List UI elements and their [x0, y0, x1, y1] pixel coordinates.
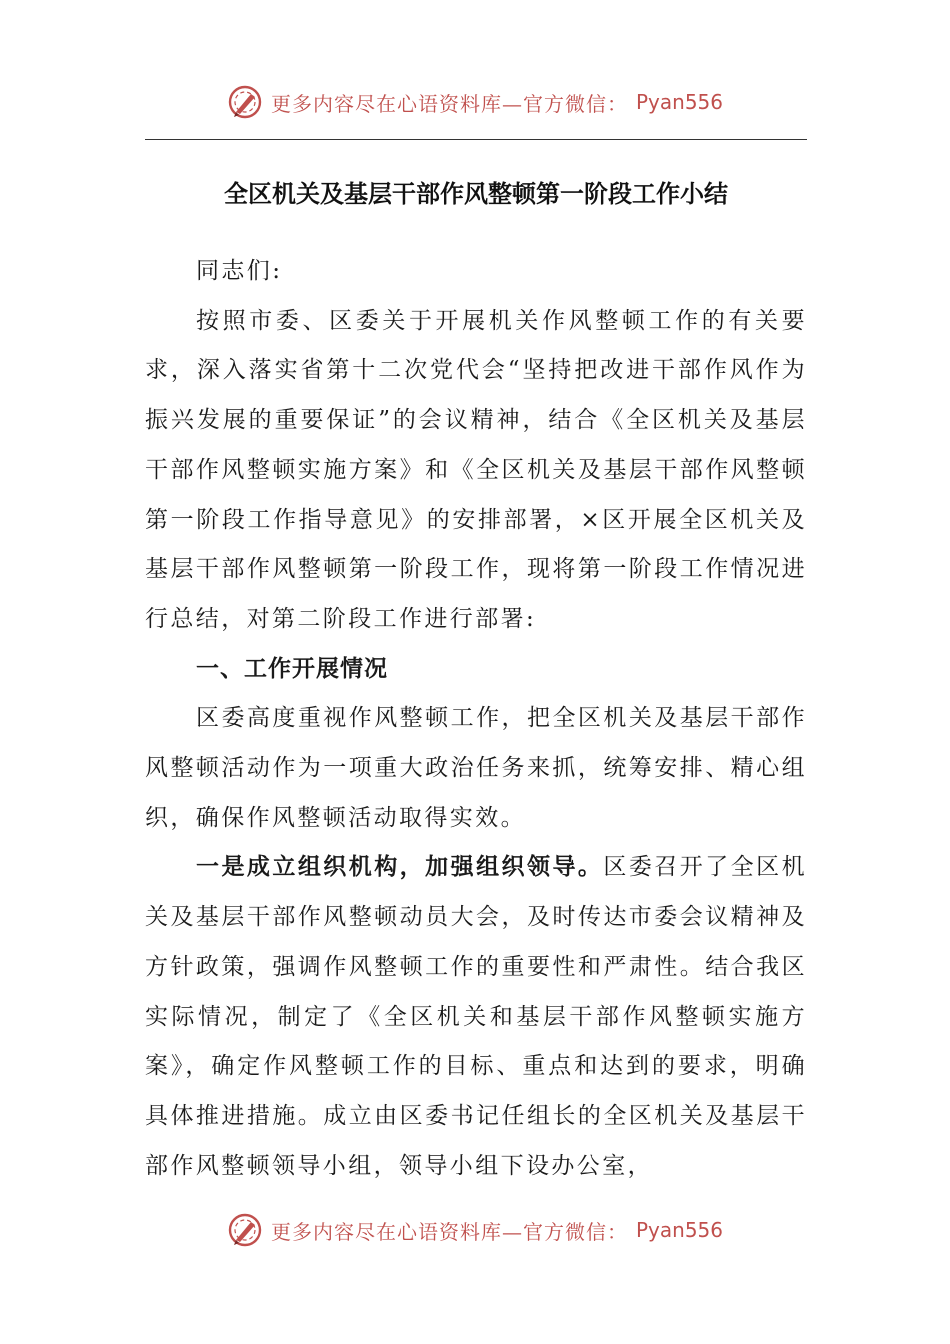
footer-banner	[0, 1208, 950, 1252]
pen-nib-logo-icon	[227, 84, 263, 120]
document-title: 全区机关及基层干部作风整顿第一阶段工作小结	[224, 180, 728, 208]
salutation: 同志们:	[196, 258, 283, 284]
intro-paragraph: 按照市委、区委关于开展机关作风整顿工作的有关要求，深入落实省第十二次党代会“坚持把改进干部作风作为振兴发展的重要保证”的会议精神，结合《全区机关及基层干部作风整顿实施方案》和《全区机关及基层干部作风整顿第一阶段工作指导意见》的安排部署，×区开展全区机关及基层干部作风整顿第一阶段工作，现将第一阶段工作情况进行总结，对第二阶段工作进行部署:	[145, 307, 807, 632]
banner-text: 更多内容尽在心语资料库—官方微信：	[270, 1219, 628, 1244]
item-lead: 一是成立组织机构，加强组织领导。	[196, 854, 604, 881]
section-intro-paragraph: 区委高度重视作风整顿工作，把全区机关及基层干部作风整顿活动作为一项重大政治任务来抓，统筹安排、精心组织，确保作风整顿活动取得实效。	[145, 705, 807, 831]
header-divider	[145, 139, 807, 140]
document-body	[145, 247, 807, 1191]
header-banner	[0, 80, 950, 124]
item-paragraph	[145, 843, 807, 1191]
item-text: 区委召开了全区机关及基层干部作风整顿动员大会，及时传达市委会议精神及方针政策，强调作风整顿工作的重要性和严肃性。结合我区实际情况，制定了《全区机关和基层干部作风整顿实施方案》，确定作风整顿工作的目标、重点和达到的要求，明确具体推进措施。成立由区委书记任组长的全区机关及基层干部作风整顿领导小组，领导小组下设办公室，	[145, 854, 807, 1179]
banner-text: 更多内容尽在心语资料库—官方微信：	[270, 91, 628, 116]
banner-contact: Pyan556	[635, 90, 723, 114]
banner-contact: Pyan556	[635, 1218, 723, 1242]
pen-nib-logo-icon	[227, 1212, 263, 1248]
section-heading: 一、工作开展情况	[196, 655, 388, 682]
